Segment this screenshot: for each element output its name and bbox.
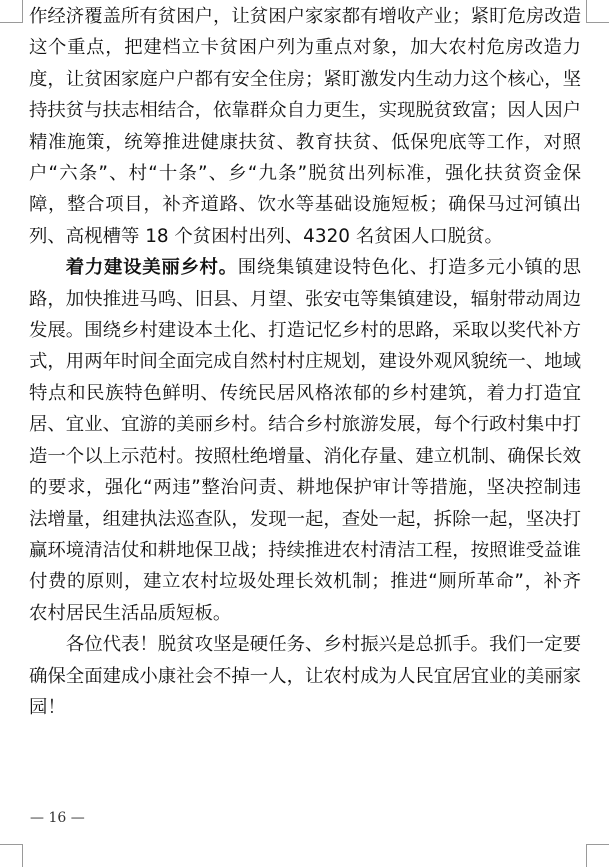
crop-mark-bottom-right [586, 844, 609, 867]
paragraph-text: 围绕集镇建设特色化、打造多元小镇的思路，加快推进马鸣、旧县、月望、张安屯等集镇建设，辐射带动周边发展。围绕乡村建设本土化、打造记忆乡村的思路，采取以奖代补方式，用两年时间全面完成自然村村庄规划，建设外观风貌统一、地域特点和民族特色鲜明、传统民居风格浓郁的乡村建筑，着力打造宜居、宜业、宜游的美丽乡村。结合乡村旅游发展，每个行政村集中打造一个以上示范村。按照杜绝增量、消化存量、建立机制、确保长效的要求，强化“两违”整治问责、耕地保护审计等措施，坚决控制违法增量，组建执法巡查队，发现一起，查处一起，拆除一起，坚决打赢环境清洁仗和耕地保卫战；持续推进农村清洁工程，按照谁受益谁付费的原则，建立农村垃圾处理长效机制；推进“厕所革命”，补齐农村居民生活品质短板。 [29, 257, 581, 624]
paragraph-poverty-alleviation-continued [29, 1, 581, 252]
crop-mark-top-left [0, 0, 23, 23]
crop-mark-top-right [586, 0, 609, 23]
paragraph-lead-heading: 着力建设美丽乡村。 [65, 257, 238, 279]
document-body [29, 1, 581, 723]
paragraph-beautiful-villages [29, 252, 581, 629]
page-number: — 16 — [30, 810, 85, 826]
crop-mark-bottom-left [0, 844, 23, 867]
paragraph-text: 各位代表！脱贫攻坚是硬任务、乡村振兴是总抓手。我们一定要确保全面建成小康社会不掉一人，让农村成为人民宜居宜业的美丽家园！ [29, 634, 581, 718]
paragraph-text: 作经济覆盖所有贫困户，让贫困户家家都有增收产业；紧盯危房改造这个重点，把建档立卡贫困户列为重点对象，加大农村危房改造力度，让贫困家庭户户都有安全住房；紧盯激发内生动力这个核心，坚持扶贫与扶志相结合，依靠群众自力更生，实现脱贫致富；因人因户精准施策，统筹推进健康扶贫、教育扶贫、低保兜底等工作，对照户“六条”、村“十条”、乡“九条”脱贫出列标准，强化扶贫资金保障，整合项目，补齐道路、饮水等基础设施短板；确保马过河镇出列、高枧槽等 18 个贫困村出列、4320 名贫困人口脱贫。 [29, 6, 581, 247]
paragraph-closing-remarks [29, 629, 581, 723]
